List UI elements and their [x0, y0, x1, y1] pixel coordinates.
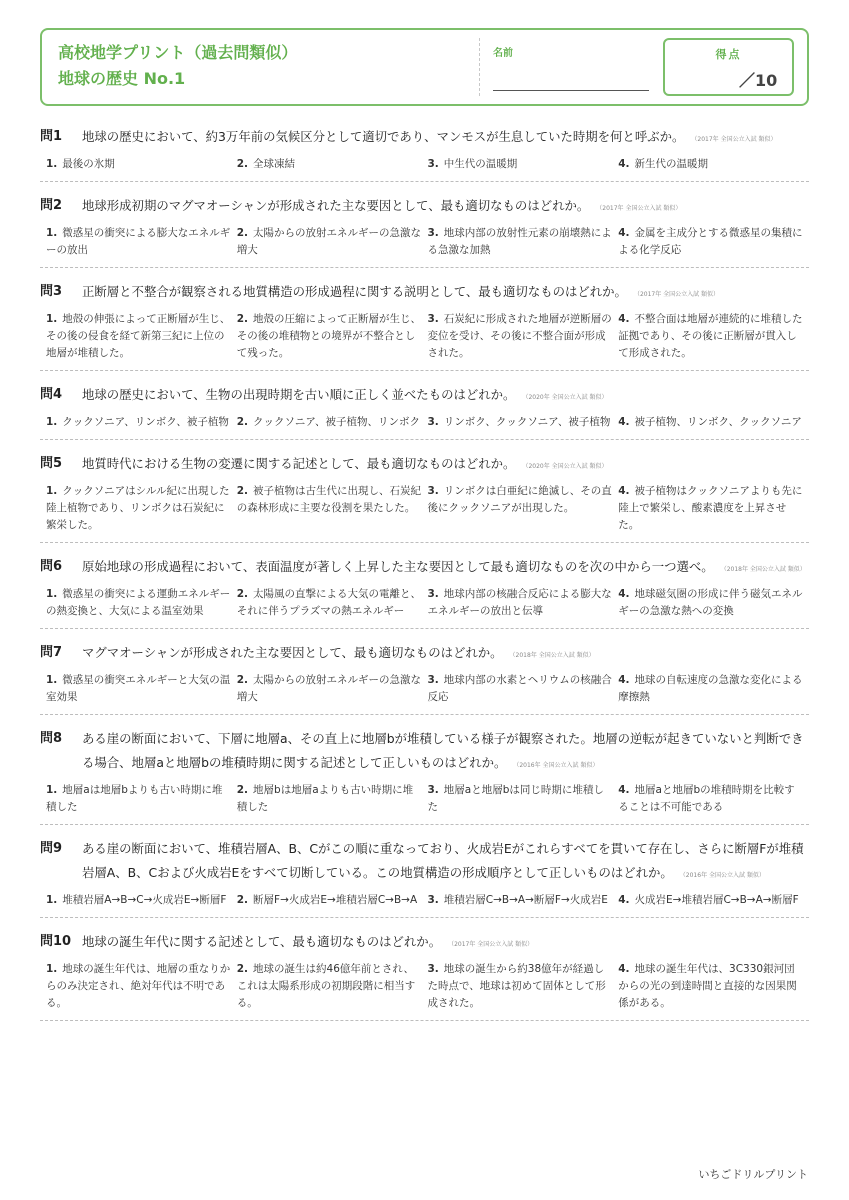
option-text: 地球の誕生から約38億年が経過した時点で、地球は初めて固体として形成された。 — [427, 963, 606, 1009]
question-number: 問5 — [40, 456, 63, 471]
option-text: 堆積岩層C→B→A→断層F→火成岩E — [443, 894, 608, 906]
answer-option[interactable] — [46, 414, 237, 431]
question-number: 問10 — [40, 934, 72, 949]
answer-option[interactable] — [428, 156, 619, 173]
option-number: 4. — [618, 588, 630, 600]
option-number: 1. — [46, 588, 58, 600]
answer-option[interactable] — [46, 225, 237, 259]
question-list — [40, 122, 809, 1030]
answer-option[interactable] — [237, 225, 428, 259]
question-source: （2017年 全国公立入試 類似） — [599, 205, 682, 212]
question-stem — [40, 837, 809, 888]
answer-option[interactable] — [618, 672, 809, 706]
question-item — [40, 122, 809, 182]
answer-option[interactable] — [618, 782, 809, 816]
question-item — [40, 191, 809, 268]
answer-option[interactable] — [428, 892, 619, 909]
question-stem — [40, 930, 809, 957]
answer-option[interactable] — [618, 225, 809, 259]
option-number: 1. — [46, 227, 58, 239]
question-source: （2018年 全国公立入試 類似） — [723, 566, 806, 573]
option-text: 被子植物、リンボク、クックソニア — [634, 416, 802, 428]
question-source: （2016年 全国公立入試 類似） — [516, 762, 599, 769]
answer-options — [40, 782, 809, 816]
option-number: 4. — [618, 416, 630, 428]
question-text: ある崖の断面において、下層に地層a、その直上に地層bが堆積している様子が観察された。地層の逆転が起きていないと判断できる場合、地層aと地層bの堆積時期に関する記述として正しいものはどれか。 — [82, 731, 804, 770]
question-item — [40, 380, 809, 440]
option-text: リンボクは白亜紀に絶滅し、その直後にクックソニアが出現した。 — [427, 485, 612, 514]
option-number: 4. — [618, 784, 630, 796]
question-text: 地球の誕生年代に関する記述として、最も適切なものはどれか。 — [82, 934, 442, 949]
answer-options — [40, 586, 809, 620]
answer-option[interactable] — [618, 311, 809, 362]
option-text: 地層aは地層bよりも古い時期に堆積した — [46, 784, 223, 813]
option-text: 微惑星の衝突エネルギーと大気の温室効果 — [46, 674, 231, 703]
option-number: 1. — [46, 416, 58, 428]
option-text: 被子植物はクックソニアよりも先に陸上で繁栄し、酸素濃度を上昇させた。 — [618, 485, 803, 531]
question-stem — [40, 194, 809, 221]
question-text: 地球形成初期のマグマオーシャンが形成された主な要因として、最も適切なものはどれか。 — [82, 198, 590, 213]
option-text: クックソニアはシルル紀に出現した陸上植物であり、リンボクは石炭紀に繁栄した。 — [46, 485, 230, 531]
option-number: 1. — [46, 674, 58, 686]
option-number: 3. — [427, 588, 439, 600]
option-text: 太陽からの放射エネルギーの急激な増大 — [236, 674, 422, 703]
question-stem — [40, 555, 809, 582]
question-source: （2016年 全国公立入試 類似） — [682, 872, 765, 879]
option-number: 1. — [46, 894, 58, 906]
question-stem — [40, 641, 809, 668]
answer-option[interactable] — [237, 961, 428, 1012]
option-text: 新生代の温暖期 — [634, 158, 709, 170]
answer-option[interactable] — [46, 311, 237, 362]
option-text: 地殻の圧縮によって正断層が生じ、その後の堆積物との境界が不整合として残った。 — [236, 313, 422, 359]
answer-option[interactable] — [428, 414, 619, 431]
answer-option[interactable] — [428, 483, 619, 534]
question-number: 問1 — [40, 129, 63, 144]
option-number: 3. — [427, 158, 439, 170]
option-number: 3. — [427, 313, 439, 325]
question-number: 問4 — [40, 387, 63, 402]
option-text: 堆積岩層A→B→C→火成岩E→断層F — [62, 894, 227, 906]
option-number: 3. — [427, 674, 439, 686]
option-text: 火成岩E→堆積岩層C→B→A→断層F — [634, 894, 799, 906]
question-text: 地球の歴史において、約3万年前の気候区分として適切であり、マンモスが生息していた時期を何と呼ぶか。 — [82, 129, 685, 144]
answer-option[interactable] — [428, 782, 619, 816]
option-text: 微惑星の衝突による膨大なエネルギーの放出 — [46, 227, 231, 256]
option-text: 太陽風の直撃による大気の電離と、それに伴うプラズマの熱エネルギー — [236, 588, 422, 617]
option-text: 太陽からの放射エネルギーの急激な増大 — [236, 227, 422, 256]
answer-option[interactable] — [428, 225, 619, 259]
question-text: マグマオーシャンが形成された主な要因として、最も適切なものはどれか。 — [82, 645, 503, 660]
option-number: 4. — [618, 963, 630, 975]
option-number: 1. — [46, 963, 58, 975]
question-item — [40, 277, 809, 371]
score-value: ／10 — [739, 71, 778, 90]
question-item — [40, 927, 809, 1021]
answer-option[interactable] — [428, 672, 619, 706]
question-number: 問2 — [40, 198, 63, 213]
question-stem — [40, 452, 809, 479]
answer-option[interactable] — [46, 672, 237, 706]
option-text: 地球磁気圏の形成に伴う磁気エネルギーの急激な熱への変換 — [618, 588, 803, 617]
option-number: 3. — [427, 894, 439, 906]
option-text: 中生代の温暖期 — [443, 158, 518, 170]
name-field[interactable] — [493, 90, 649, 91]
worksheet-header — [40, 28, 809, 106]
question-stem — [40, 383, 809, 410]
option-text: 地球の誕生年代は、地層の重なりからのみ決定され、絶対年代は不明である。 — [46, 963, 231, 1009]
option-text: リンボク、クックソニア、被子植物 — [443, 416, 611, 428]
answer-option[interactable] — [428, 586, 619, 620]
answer-option[interactable] — [237, 311, 428, 362]
option-text: 不整合面は地層が連続的に堆積した証拠であり、その後に正断層が貫入して形成された。 — [618, 313, 803, 359]
option-number: 4. — [618, 158, 630, 170]
option-number: 3. — [427, 227, 439, 239]
option-text: 全球凍結 — [253, 158, 296, 170]
answer-option[interactable] — [428, 311, 619, 362]
answer-option[interactable] — [618, 414, 809, 431]
answer-options — [40, 311, 809, 362]
answer-option[interactable] — [46, 586, 237, 620]
answer-option[interactable] — [618, 892, 809, 909]
option-text: 地層aと地層bは同じ時期に堆積した — [427, 784, 604, 813]
question-number: 問9 — [40, 841, 63, 856]
answer-options — [40, 414, 809, 431]
option-number: 1. — [46, 158, 58, 170]
option-number: 2. — [236, 674, 249, 686]
answer-options — [40, 156, 809, 173]
answer-options — [40, 961, 809, 1012]
question-stem — [40, 727, 809, 778]
question-number: 問6 — [40, 559, 63, 574]
option-number: 1. — [46, 784, 58, 796]
question-stem — [40, 280, 809, 307]
option-number: 2. — [236, 416, 249, 428]
option-text: 地層bは地層aよりも古い時期に堆積した — [236, 784, 414, 813]
question-source: （2017年 全国公立入試 類似） — [694, 136, 777, 143]
score-box — [663, 38, 794, 96]
option-number: 4. — [618, 227, 630, 239]
option-text: 最後の氷期 — [62, 158, 115, 170]
option-number: 2. — [236, 313, 249, 325]
answer-option[interactable] — [237, 586, 428, 620]
answer-option[interactable] — [46, 961, 237, 1012]
option-text: 金属を主成分とする微惑星の集積による化学反応 — [618, 227, 803, 256]
option-number: 4. — [618, 674, 630, 686]
question-number: 問8 — [40, 731, 63, 746]
option-text: 地球の誕生年代は、3C330銀河団からの光の到達時間と直接的な因果関係がある。 — [618, 963, 797, 1009]
question-number: 問7 — [40, 645, 63, 660]
question-text: 正断層と不整合が観察される地質構造の形成過程に関する説明として、最も適切なものはどれか。 — [82, 284, 627, 299]
answer-options — [40, 672, 809, 706]
option-number: 2. — [236, 158, 249, 170]
option-number: 4. — [618, 313, 630, 325]
option-number: 3. — [427, 784, 439, 796]
option-number: 1. — [46, 313, 58, 325]
answer-option[interactable] — [618, 483, 809, 534]
option-text: 地球内部の放射性元素の崩壊熱による急激な加熱 — [427, 227, 612, 256]
score-label: 得点 — [715, 48, 742, 61]
answer-option[interactable] — [428, 961, 619, 1012]
question-item — [40, 638, 809, 715]
question-source: （2018年 全国公立入試 類似） — [512, 652, 595, 659]
footer-brand: いちごドリルプリント — [698, 1168, 808, 1181]
question-text: 地質時代における生物の変遷に関する記述として、最も適切なものはどれか。 — [82, 456, 516, 471]
answer-option[interactable] — [46, 483, 237, 534]
option-number: 2. — [236, 485, 249, 497]
header-divider — [479, 38, 480, 96]
option-text: クックソニア、リンボク、被子植物 — [62, 416, 229, 428]
option-text: 地球の自転速度の急激な変化による摩擦熱 — [618, 674, 803, 703]
question-source: （2017年 全国公立入試 類似） — [636, 291, 720, 298]
answer-option[interactable] — [46, 892, 237, 909]
answer-options — [40, 225, 809, 259]
question-item — [40, 449, 809, 543]
question-item — [40, 724, 809, 825]
answer-option[interactable] — [618, 961, 809, 1012]
option-number: 3. — [427, 416, 439, 428]
option-number: 2. — [236, 227, 249, 239]
option-text: 石炭紀に形成された地層が逆断層の変位を受け、その後に不整合面が形成された。 — [427, 313, 612, 359]
answer-option[interactable] — [237, 892, 428, 909]
question-item — [40, 552, 809, 629]
option-number: 4. — [618, 894, 630, 906]
option-text: 断層F→火成岩E→堆積岩層C→B→A — [253, 894, 418, 906]
name-label: 名前 — [493, 48, 513, 59]
answer-option[interactable] — [237, 782, 428, 816]
answer-option[interactable] — [237, 672, 428, 706]
option-text: 地球内部の水素とヘリウムの核融合反応 — [427, 674, 612, 703]
option-number: 2. — [236, 588, 249, 600]
option-number: 3. — [427, 485, 439, 497]
option-number: 4. — [618, 485, 630, 497]
option-text: 地殻の伸張によって正断層が生じ、その後の侵食を経て新第三紀に上位の地層が堆積した。 — [46, 313, 231, 359]
option-text: 微惑星の衝突による運動エネルギーの熱変換と、大気による温室効果 — [46, 588, 231, 617]
question-text: 原始地球の形成過程において、表面温度が著しく上昇した主な要因として最も適切なものを次の中から一つ選べ。 — [82, 559, 714, 574]
title-block — [58, 40, 297, 92]
answer-options — [40, 483, 809, 534]
option-number: 2. — [236, 894, 249, 906]
question-number: 問3 — [40, 284, 63, 299]
option-number: 3. — [427, 963, 439, 975]
question-stem — [40, 125, 809, 152]
worksheet-title: 高校地学プリント（過去問類似） — [58, 43, 298, 62]
option-text: クックソニア、被子植物、リンボク — [253, 416, 420, 428]
question-source: （2020年 全国公立入試 類似） — [525, 394, 608, 401]
option-number: 2. — [236, 784, 249, 796]
question-source: （2017年 全国公立入試 類似） — [451, 941, 534, 948]
option-text: 地球の誕生は約46億年前とされ、これは太陽系形成の初期段階に相当する。 — [236, 963, 416, 1009]
question-text: 地球の歴史において、生物の出現時期を古い順に正しく並べたものはどれか。 — [82, 387, 516, 402]
option-text: 被子植物は古生代に出現し、石炭紀の森林形成に主要な役割を果たした。 — [236, 485, 422, 514]
question-text: ある崖の断面において、堆積岩層A、B、Cがこの順に重なっており、火成岩Eがこれらすべてを貫いて存在し、さらに断層Fが堆積岩層A、B、Cおよび火成岩Eをすべて切断している。この地質構造の形成順序として正しいものはどれか。 — [82, 841, 804, 880]
option-text: 地層aと地層bの堆積時期を比較することは不可能である — [618, 784, 795, 813]
answer-option[interactable] — [237, 156, 428, 173]
worksheet-subtitle: 地球の歴史 No.1 — [58, 69, 186, 88]
option-number: 2. — [236, 963, 249, 975]
question-item — [40, 834, 809, 918]
answer-option[interactable] — [237, 414, 428, 431]
answer-option[interactable] — [46, 782, 237, 816]
answer-option[interactable] — [237, 483, 428, 534]
answer-option[interactable] — [46, 156, 237, 173]
answer-option[interactable] — [618, 156, 809, 173]
option-text: 地球内部の核融合反応による膨大なエネルギーの放出と伝導 — [427, 588, 612, 617]
question-source: （2020年 全国公立入試 類似） — [525, 463, 608, 470]
answer-options — [40, 892, 809, 909]
answer-option[interactable] — [618, 586, 809, 620]
option-number: 1. — [46, 485, 58, 497]
